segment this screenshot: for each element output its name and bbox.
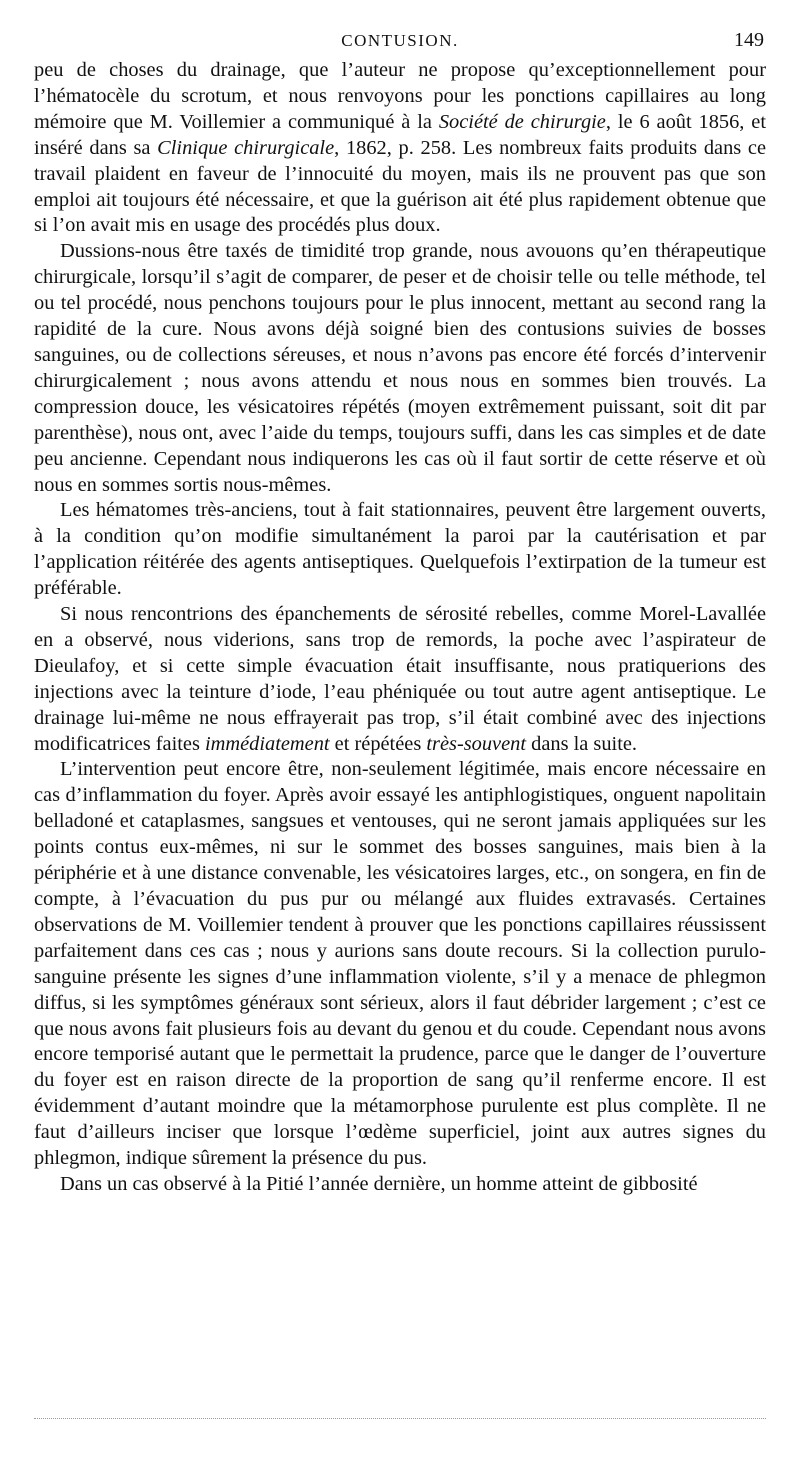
page-number: 149 — [734, 29, 764, 51]
paragraph — [34, 602, 766, 757]
italic-emphasis: très-souvent — [426, 732, 527, 755]
text-run: , le 6 août 1856, et inséré dans sa — [34, 110, 767, 159]
paragraph: Dussions-nous être taxés de timidité trop grande, nous avouons qu’en thérapeutique chirurgicale, lorsqu’il s’agit de comparer, de peser et de choisir telle ou telle méthode, tel ou tel procédé, nous penchons toujours pour le plus innocent, mettant au second rang la rapidité de la cure. Nous avons déjà soigné bien des contusions suivies de bosses sanguines, ou de collections séreuses, et nous n’avons pas encore été forcés d’intervenir chirurgicalement ; nous avons attendu et nous nous en sommes bien trouvés. La compression douce, les vésicatoires répétés (moyen extrêmement puissant, soit dit par parenthèse), nous ont, avec l’aide du temps, toujours suffi, dans les cas simples et de date peu ancienne. Cependant nous indiquerons les cas où il faut sortir de cette réserve et où nous en sommes sortis nous-mêmes. — [34, 240, 766, 496]
paragraph: Dans un cas observé à la Pitié l’année dernière, un homme atteint de gibbosité — [60, 1172, 698, 1195]
text-run: , 1862, p. 258. Les nombreux faits produits dans ce travail plaident en faveur de l’innocuité du moyen, mais ils ne prouvent pas que son emploi ait toujours été nécessaire, et que la guérison ait été plus rapidement obtenue que si l’on avait mis en usage des procédés plus doux. — [34, 136, 767, 237]
italic-title: Clinique chirurgicale — [157, 136, 335, 159]
italic-title: Société de chirurgie — [438, 110, 606, 133]
paragraph: L’intervention peut encore être, non-seulement légitimée, mais encore nécessaire en cas d’inflammation du foyer. Après avoir essayé les antiphlogistiques, onguent napolitain belladoné et cataplasmes, sangsues et ventouses, qui ne seront jamais appliquées sur les points contus eux-mêmes, ni sur le sommet des bosses sanguines, mais bien à la périphérie et à une distance convenable, les vésicatoires larges, etc., on songera, en fin de compte, à l’évacuation du pus pur ou mélangé aux fluides extravasés. Certaines observations de M. Voillemier tendent à prouver que les ponctions capillaires réussissent parfaitement dans ces cas ; nous y aurions sans doute recours. Si la collection purulo-sanguine présente les signes d’une inflammation violente, s’il y a menace de phlegmon diffus, si les symptômes généraux sont sérieux, alors il faut débrider largement ; c’est ce que nous avons fait plusieurs fois au devant du genou et du coude. Cependant nous avons encore temporisé autant que le permettait la prudence, parce que le danger de l’ouverture du foyer est en raison directe de la proportion de sang qu’il renferme encore. Il est évidemment d’autant moindre que la métamorphose purulente est plus complète. Il ne faut d’ailleurs inciser que lorsque l’œdème superficiel, joint aux autres signes du phlegmon, indique sûrement la présence du pus. — [34, 758, 766, 1170]
bottom-dotted-rule — [34, 1418, 766, 1419]
paragraph: Les hématomes très-anciens, tout à fait stationnaires, peuvent être largement ouverts, à la condition qu’on modifie simultanément la paroi par la cautérisation et par l’application réitérée des agents antiseptiques. Quelquefois l’extirpation de la tumeur est préférable. — [34, 499, 766, 600]
running-head — [34, 0, 766, 58]
book-page — [34, 0, 766, 1462]
paragraph-continued — [34, 58, 766, 239]
text-run: dans la suite. — [526, 732, 638, 755]
text-run: et répétées — [329, 732, 427, 755]
text-run: Si nous rencontrions des épanchements de sérosité rebelles, comme Morel-Lavallée en a observé, nous viderions, sans trop de remords, la poche avec l’aspirateur de Dieulafoy, et si cette simple évacuation était insuffisante, nous pratiquerions des injections avec la teinture d’iode, l’eau phéniquée ou tout autre agent antiseptique. Le drainage lui-même ne nous effrayerait pas trop, s’il était combiné avec des injections modificatrices faites — [34, 603, 766, 755]
text-run: peu de choses du drainage, que l’auteur ne propose qu’exceptionnellement pour l’hématocèle du scrotum, et nous renvoyons pour les ponctions capillaires au long mémoire que M. Voillemier a communiqué à la — [34, 59, 766, 133]
running-title: CONTUSION. — [341, 31, 459, 50]
body-text — [34, 58, 766, 1198]
italic-emphasis: immédiatement — [204, 732, 330, 755]
